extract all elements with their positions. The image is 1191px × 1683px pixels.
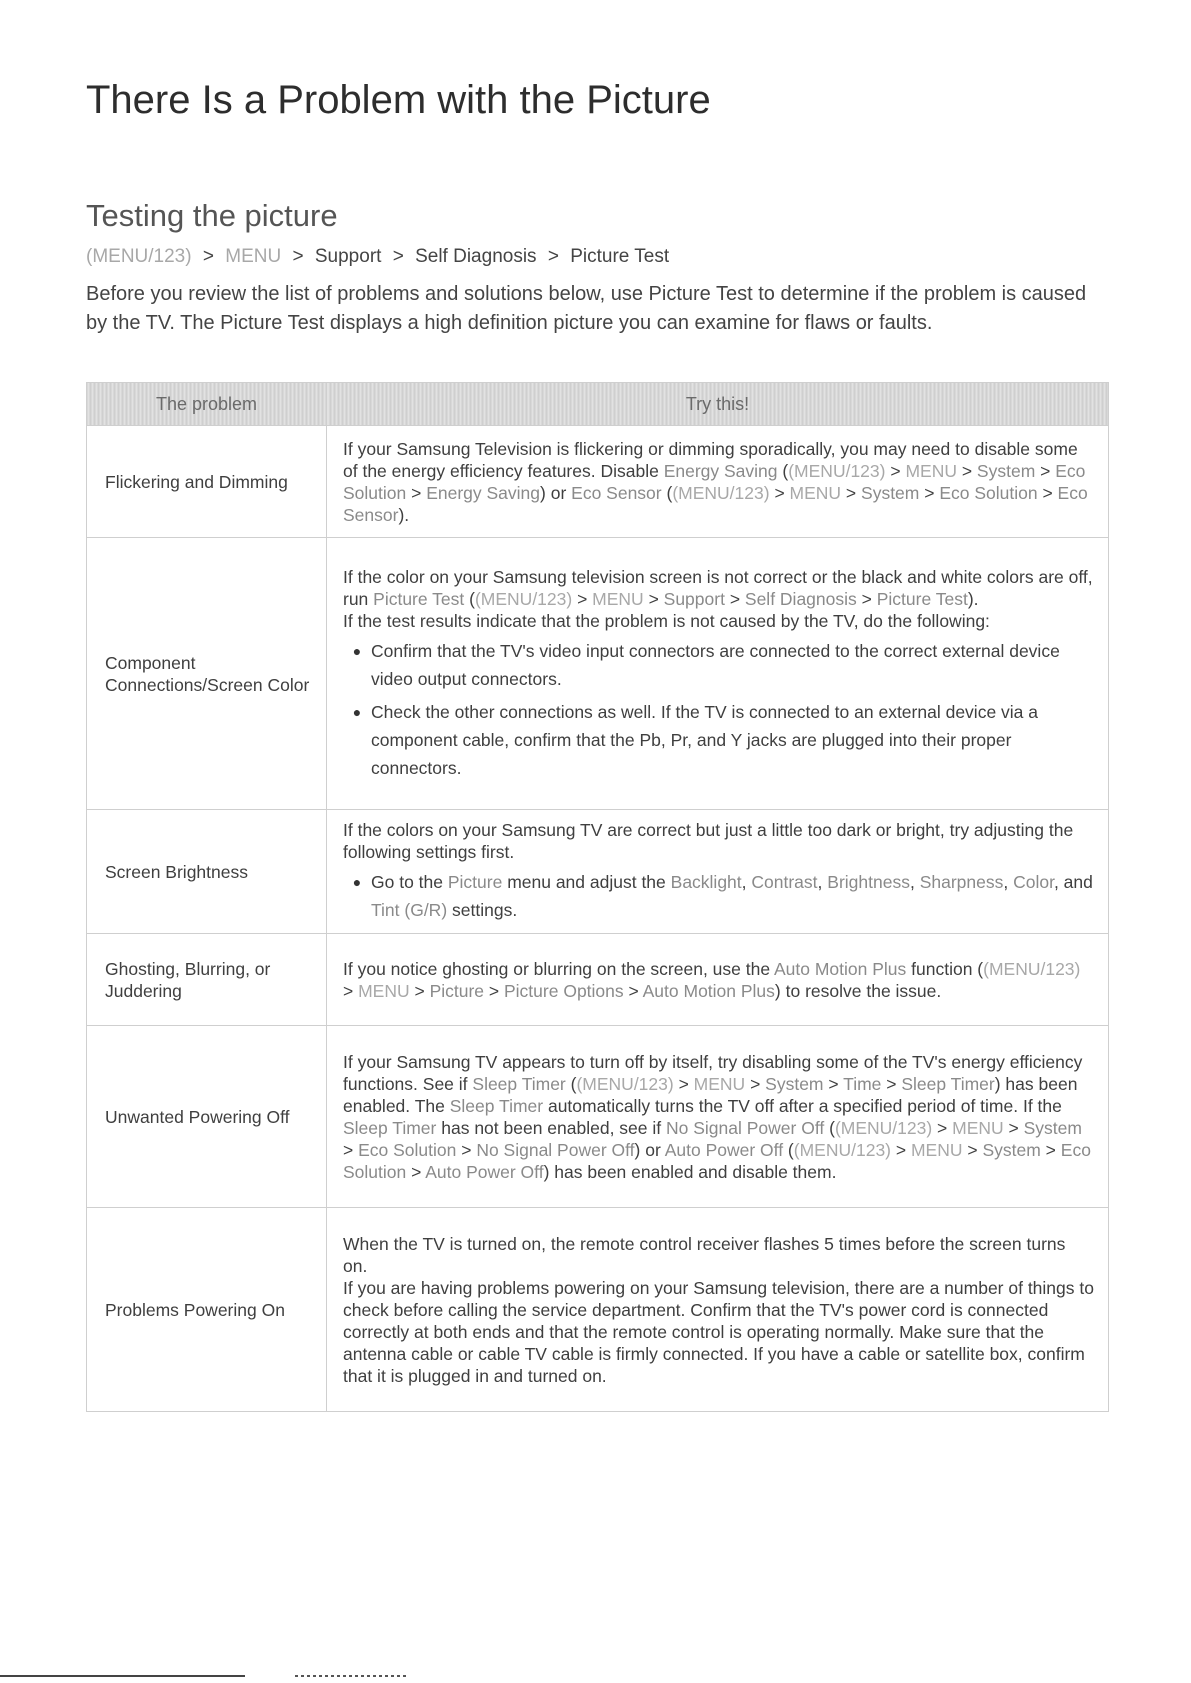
problem-cell: Ghosting, Blurring, or Juddering [87,934,327,1026]
text-run: , [909,872,920,892]
breadcrumb-support: Support [314,246,382,267]
text-run: ) to resolve the issue. [774,980,942,1001]
bullet-icon: ● [352,874,362,890]
bullet-text: Check the other connections as well. If the TV is connected to an external device via a component cable, confirm that the Pb, Pr, and Y jacks are plugged into their proper connectors. [371,701,1038,778]
text-run: > [643,588,664,609]
menu-keyword: Backlight [670,872,742,892]
breadcrumb-self-diagnosis: Self Diagnosis [415,246,537,267]
text-run: > [891,1139,911,1160]
bullet-icon: ● [352,703,362,720]
menu-keyword: Eco Solution [358,1139,457,1160]
text-run: > [409,980,430,1001]
text-run: menu and adjust the [502,872,671,892]
solution-cell [327,1208,1109,1412]
text-run: ( [783,1139,794,1160]
problem-cell: Screen Brightness [87,810,327,934]
text-run: , [741,872,752,892]
text-run: ( [464,588,475,609]
bullet-item [343,637,1094,693]
table-row [87,426,1109,538]
menu-keyword: Eco Sensor [343,482,1088,525]
text-run: > [932,1117,953,1138]
table-row [87,1026,1109,1208]
menu-keyword: (MENU/123) [474,588,573,609]
text-run: ( [661,482,673,503]
text-run: , [817,872,828,892]
menu-keyword: System [861,482,920,503]
text-run: ( [777,460,789,481]
breadcrumb-menu123: (MENU/123) [86,246,192,267]
header-solution: Try this! [327,383,1109,426]
intro-paragraph: Before you review the list of problems and solutions below, use Picture Test to determine if the problem is caused by the TV. The Picture Test displays a high definition picture you can examine for flaws or faults. [86,283,1087,334]
menu-keyword: Contrast [751,872,818,892]
text-run: If your Samsung Television is flickering or dimming sporadically, you may need to disable some of the energy efficiency features. Disable [343,438,1078,481]
solution-cell [327,538,1109,810]
breadcrumb-separator: > [292,246,304,267]
menu-keyword: MENU [358,980,410,1001]
text-run: > [745,1073,766,1094]
table-row [87,934,1109,1026]
menu-keyword: Picture [447,872,503,892]
solution-text: If the colors on your Samsung TV are correct but just a little too dark or bright, try adjusting the following settings first. [343,820,1074,862]
problem-cell: Flickering and Dimming [87,426,327,538]
bullet-item [343,698,1094,782]
menu-keyword: Picture Test [373,588,465,609]
text-run: > [456,1139,477,1160]
solution-cell [327,810,1109,934]
text-run: automatically turns the TV off after a specified period of time. If the [543,1095,1062,1116]
menu-keyword: MENU [693,1073,746,1094]
table-row [87,1208,1109,1412]
menu-keyword: System [765,1073,824,1094]
menu-keyword: Auto Motion Plus [642,980,775,1001]
menu-keyword: Eco Solution [343,1139,1091,1182]
menu-keyword: MENU [952,1117,1004,1138]
solution-text: If you are having problems powering on your Samsung television, there are a number of things to check before calling the service department. Confirm that the TV's power cord is connected correctly at both ends and that the remote control is operating normally. Make sure that the antenna cable or cable TV cable is firmly connected. If you have a cable or satellite box, confirm that it is plugged in and turned on. [343,1277,1094,1386]
menu-keyword: MENU [592,588,644,609]
text-run: function ( [906,958,984,979]
menu-keyword: Auto Power Off [664,1139,784,1160]
text-run: > [1003,1117,1024,1138]
text-run: ) or [540,482,572,503]
solution-text [343,958,1094,1002]
text-run: ( [824,1117,835,1138]
menu-keyword: Eco Sensor [571,482,662,503]
breadcrumb-separator: > [392,246,404,267]
bullet-item [343,868,1094,924]
text-run: > [1040,1139,1061,1160]
solution-cell [327,934,1109,1026]
menu-keyword: (MENU/123) [672,482,770,503]
problem-cell: Unwanted Powering Off [87,1026,327,1208]
solution-cell [327,426,1109,538]
problem-solution-table [86,382,1109,1412]
problem-cell: Problems Powering On [87,1208,327,1412]
menu-keyword: System [1023,1117,1082,1138]
bullet-text [371,868,1094,924]
menu-keyword: System [976,460,1036,481]
menu-keyword: Brightness [827,872,910,892]
text-run: > [841,482,862,503]
text-run: > [885,460,906,481]
solution-text: When the TV is turned on, the remote control receiver flashes 5 times before the screen turns on. [343,1233,1066,1276]
text-run: Go to the [371,872,448,892]
solution-text [343,438,1094,526]
solution-text [343,566,1094,610]
menu-keyword: (MENU/123) [834,1117,933,1138]
menu-keyword: No Signal Power Off [476,1139,635,1160]
menu-keyword: System [982,1139,1041,1160]
text-run: If you notice ghosting or blurring on the screen, use the [343,958,774,979]
menu-keyword: Self Diagnosis [744,588,857,609]
menu-keyword: Auto Motion Plus [773,958,907,979]
text-run: > [343,980,359,1001]
text-run: , and [1053,872,1093,892]
menu-keyword: (MENU/123) [576,1073,674,1094]
breadcrumb-picture-test: Picture Test [570,246,670,267]
solution-cell [327,1026,1109,1208]
menu-keyword: Sharpness [919,872,1004,892]
bullet-icon: ● [352,642,362,659]
menu-keyword: (MENU/123) [788,460,886,481]
table-row [87,538,1109,810]
text-run: settings. [447,900,518,920]
text-run: > [1035,460,1056,481]
menu-keyword: Picture Test [876,588,968,609]
text-run: If your Samsung TV appears to turn off by itself, try disabling some of the TV's energy efficiency functions. See if [343,1051,1083,1094]
menu-keyword: Color [1013,872,1054,892]
table-header-row [87,383,1109,426]
menu-keyword: MENU [789,482,842,503]
menu-keyword: (MENU/123) [983,958,1081,979]
footer-page-mark [295,1675,407,1677]
menu-keyword: (MENU/123) [793,1139,892,1160]
section-title: Testing the picture [86,198,338,233]
text-run: > [572,588,593,609]
text-run: > [406,1161,426,1182]
menu-keyword: Sleep Timer [449,1095,544,1116]
text-run: , [1003,872,1014,892]
menu-keyword: Energy Saving [663,460,778,481]
menu-keyword: Sleep Timer [343,1117,437,1138]
text-run: > [673,1073,694,1094]
text-run: ) has been enabled and disable them. [543,1161,837,1182]
problem-cell: Component Connections/Screen Color [87,538,327,810]
menu-keyword: Picture Options [504,980,624,1001]
text-run: ). [967,588,979,609]
text-run: ) or [634,1139,665,1160]
text-run: > [724,588,745,609]
breadcrumb-menu: MENU [225,246,282,267]
menu-keyword: Picture [429,980,485,1001]
text-run: > [406,482,427,503]
solution-text [343,1051,1094,1183]
bullet-text: Confirm that the TV's video input connectors are connected to the correct external device video output connectors. [371,640,1060,689]
menu-keyword: No Signal Power Off [666,1117,825,1138]
table-row [87,810,1109,934]
menu-keyword: Energy Saving [426,482,541,503]
text-run: has not been enabled, see if [436,1117,666,1138]
text-run: > [962,1139,983,1160]
header-problem: The problem [87,383,327,426]
text-run: ) has been enabled. The [343,1073,1078,1116]
footer-rule [0,1675,245,1677]
breadcrumb-separator: > [547,246,559,267]
text-run: > [484,980,504,1001]
menu-keyword: Support [663,588,725,609]
text-run: If the color on your Samsung television screen is not correct or the black and white colors are off, run [343,566,1093,609]
text-run: > [769,482,790,503]
text-run: > [856,588,877,609]
menu-keyword: Sleep Timer [472,1073,566,1094]
page-title: There Is a Problem with the Picture [86,78,711,122]
text-run: ). [398,504,410,525]
text-run: > [343,1139,359,1160]
text-run: > [623,980,643,1001]
menu-keyword: Tint (G/R) [371,900,448,920]
menu-keyword: Eco Solution [939,482,1038,503]
text-run: > [1037,482,1058,503]
menu-keyword: Sleep Timer [901,1073,995,1094]
menu-keyword: Time [843,1073,882,1094]
text-run: > [919,482,940,503]
solution-text: If the test results indicate that the problem is not caused by the TV, do the following: [343,610,990,631]
text-run: > [956,460,977,481]
text-run: ( [565,1073,577,1094]
text-run: > [823,1073,844,1094]
text-run: > [881,1073,902,1094]
menu-keyword: MENU [910,1139,963,1160]
menu-keyword: MENU [905,460,957,481]
breadcrumb-separator: > [202,246,214,267]
menu-path-breadcrumb [86,246,669,268]
menu-keyword: Auto Power Off [425,1161,544,1182]
menu-keyword: Eco Solution [343,460,1086,503]
